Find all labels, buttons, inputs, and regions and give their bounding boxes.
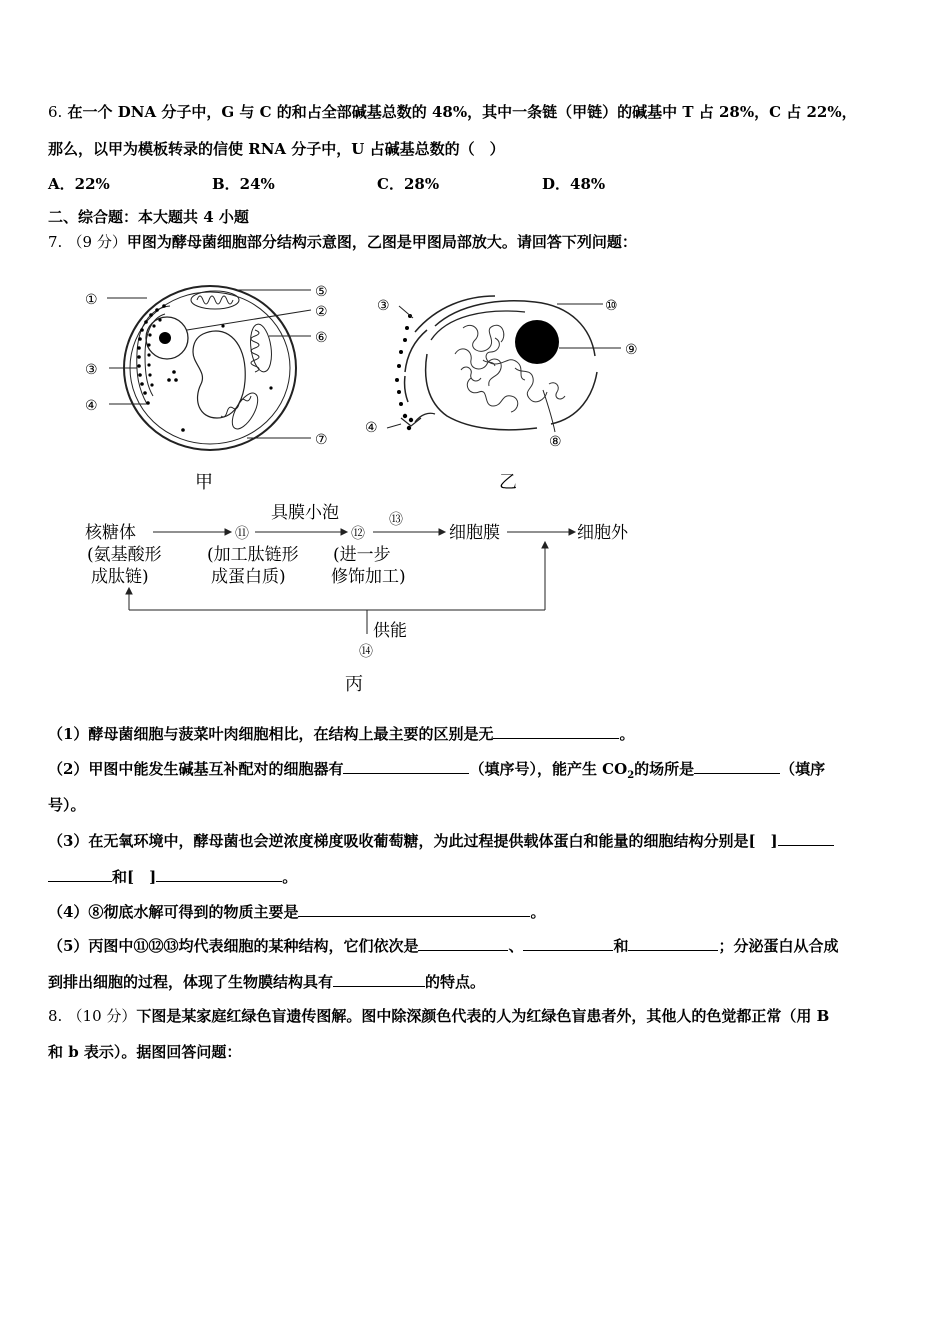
q7-sub3-text: （3）在无氧环境中，酵母菌也会逆浓度梯度吸收葡萄糖，为此过程提供载体蛋白和能量的细胞结构分别是[ ] [48, 832, 778, 850]
yi-label-3: ③ [377, 298, 390, 314]
q7-sub2-blank1[interactable] [343, 758, 469, 774]
yi-leader-lines [387, 304, 621, 432]
flow-s11-note2: 成蛋白质) [211, 567, 286, 587]
flow-s14: ⑭ [359, 644, 373, 660]
yi-nucleolus-shape [515, 320, 559, 364]
q7-sub2-mid2: 的场所是 [634, 760, 695, 778]
flow-vesicle: 具膜小泡 [271, 503, 339, 523]
q7-sub2-blank2[interactable] [694, 758, 780, 774]
er-line-outer [137, 306, 170, 404]
flow-s11-note1: (加工肽链形 [207, 545, 299, 565]
q7-sub2 [48, 758, 825, 786]
q7-sub5-sep1: 、 [508, 937, 524, 955]
q7-sub5-blank4[interactable] [333, 971, 425, 987]
flow-outside: 细胞外 [577, 523, 628, 543]
q8-stem-line1: 下图是某家庭红绿色盲遗传图解。图中除深颜色代表的人为红绿色盲患者外，其他人的色觉都正常（用 B [136, 1007, 830, 1025]
q7-sub1-blank[interactable] [493, 723, 619, 739]
q7-figure [75, 268, 675, 698]
jia-cell-diagram [85, 284, 328, 493]
q8-score: （10 分） [67, 1007, 137, 1025]
flow-ribosome: 核糖体 [85, 523, 136, 543]
jia-label-4: ④ [85, 398, 98, 414]
jia-label-1: ① [85, 292, 98, 308]
cell-wall-shape [124, 286, 296, 450]
ribosome-dots [137, 304, 272, 432]
q6-option-c: C．28% [377, 175, 440, 193]
bing-caption: 丙 [345, 674, 363, 695]
q7-stem-text: 甲图为酵母菌细胞部分结构示意图，乙图是甲图局部放大。请回答下列问题： [126, 233, 637, 251]
flow-s12-note1: (进一步 [333, 545, 391, 565]
q7-sub5-blank2[interactable] [523, 935, 613, 951]
nucleolus-shape [159, 332, 171, 344]
q6-option-a: A．22% [48, 175, 110, 193]
q7-sub5-sep2: 和 [613, 937, 629, 955]
q7-sub2-subscript: 2 [627, 770, 635, 781]
yi-er-arc-mid [405, 330, 427, 372]
jia-label-6: ⑥ [315, 330, 328, 346]
q7-sub2-line2: 号）。 [48, 796, 86, 814]
q6-stem-line2: 那么，以甲为模板转录的信使 RNA 分子中，U 占碱基总数的（ ） [48, 140, 505, 158]
q8-stem-line2: 和 b 表示）。据图回答问题： [48, 1043, 242, 1061]
q7-sub1-text: （1）酵母菌细胞与菠菜叶肉细胞相比，在结构上最主要的区别是无 [48, 725, 494, 743]
q7-stem [48, 232, 637, 252]
bing-flow-diagram [85, 503, 629, 695]
q7-sub3-line2 [48, 866, 297, 887]
q7-sub5-line2-end: 的特点。 [425, 973, 486, 991]
q8-line1 [48, 1006, 829, 1026]
yi-label-4: ④ [365, 420, 378, 436]
yi-caption: 乙 [499, 472, 517, 493]
cell-membrane-shape [130, 292, 290, 444]
q7-sub2-text: （2）甲图中能发生碱基互补配对的细胞器有 [48, 760, 344, 778]
q7-sub1-end: 。 [619, 725, 635, 743]
q7-sub1 [48, 723, 634, 744]
flow-ribosome-note1: (氨基酸形 [87, 545, 162, 565]
q7-sub2-end: （填序 [780, 760, 826, 778]
q7-sub5-line2 [48, 971, 485, 992]
yi-label-8: ⑧ [549, 434, 562, 450]
q8-number: 8. [48, 1007, 63, 1025]
q7-sub4-blank[interactable] [298, 901, 530, 917]
q7-sub2-mid: （填序号），能产生 CO [469, 760, 628, 778]
flow-s12: ⑫ [351, 526, 365, 542]
jia-label-7: ⑦ [315, 432, 328, 448]
q7-sub5-end: ；分泌蛋白从合成 [718, 937, 839, 955]
q7-sub3-and: 和[ ] [112, 868, 157, 886]
q7-sub5-blank1[interactable] [418, 935, 508, 951]
yi-nucleus-diagram [365, 296, 638, 493]
q7-number: 7. [48, 233, 63, 251]
vacuole-shape [193, 331, 245, 418]
q6-option-b: B．24% [212, 175, 275, 193]
q7-sub3-blank1a[interactable] [778, 830, 834, 846]
jia-label-5: ⑤ [315, 284, 328, 300]
jia-label-2: ② [315, 304, 328, 320]
jia-label-3: ③ [85, 362, 98, 378]
flow-s12-note2: 修饰加工) [331, 567, 406, 587]
flow-s11: ⑪ [235, 526, 249, 542]
q7-sub3-blank1b[interactable] [48, 866, 112, 882]
q6-line1 [48, 102, 857, 122]
yi-label-10: ⑩ [605, 298, 618, 314]
q7-score: （9 分） [67, 233, 127, 251]
q7-sub5 [48, 935, 839, 956]
flow-s13: ⑬ [389, 512, 403, 528]
section2-title: 二、综合题：本大题共 4 小题 [48, 208, 249, 226]
yi-label-9: ⑨ [625, 342, 638, 358]
q7-sub5-line2-text: 到排出细胞的过程，体现了生物膜结构具有 [48, 973, 334, 991]
q7-sub4 [48, 901, 545, 922]
yi-er-arc-top [415, 296, 495, 332]
q6-number: 6. [48, 103, 63, 121]
q7-sub5-blank3[interactable] [628, 935, 718, 951]
q7-sub4-text: （4）⑧彻底水解可得到的物质主要是 [48, 903, 299, 921]
flow-ribosome-note2: 成肽链) [91, 567, 149, 587]
q6-option-d: D．48% [542, 175, 606, 193]
q7-sub3-end: 。 [282, 868, 298, 886]
q7-sub3-blank2[interactable] [156, 866, 282, 882]
flow-energy: 供能 [373, 621, 407, 641]
flow-membrane: 细胞膜 [449, 523, 500, 543]
jia-caption: 甲 [195, 472, 213, 493]
yi-er-arc-low [405, 376, 408, 402]
q7-sub5-text: （5）丙图中⑪⑫⑬均代表细胞的某种结构，它们依次是 [48, 937, 419, 955]
yi-ribosome-dots [395, 314, 413, 430]
q6-stem-line1: 在一个 DNA 分子中，G 与 C 的和占全部碱基总数的 48%，其中一条链（甲链）的碱基中 T 占 28%，C 占 22%， [67, 103, 857, 121]
q7-sub4-end: 。 [530, 903, 546, 921]
q7-sub3 [48, 830, 834, 851]
